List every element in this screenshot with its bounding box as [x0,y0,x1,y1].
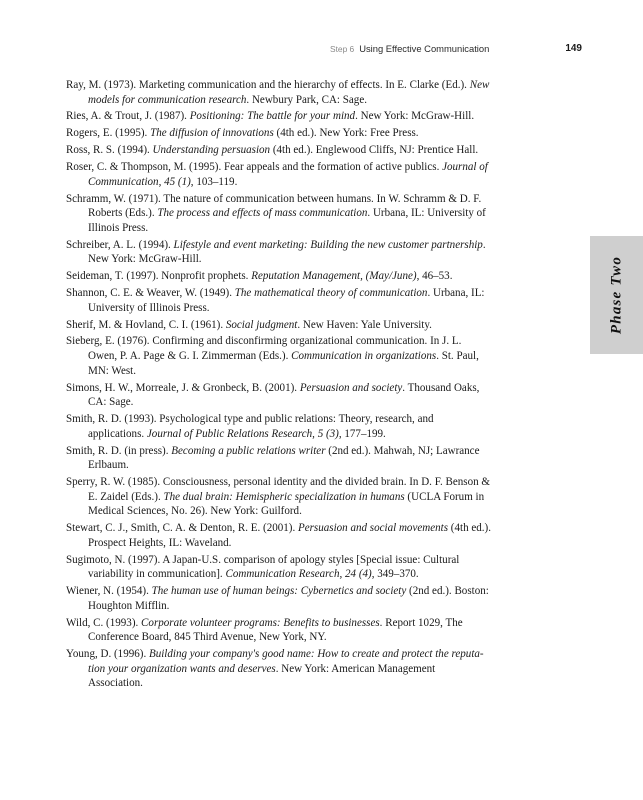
reference-text: Smith, R. D. (1993). Psychological type and public relations: Theory, research, and applications. [66,413,434,440]
reference-entry [66,616,492,645]
reference-title: Persuasion and society [299,381,403,394]
reference-text: . New York: McGraw-Hill. [88,238,486,266]
reference-text: , 103–119. [190,175,238,188]
reference-text: Schreiber, A. L. (1994). [66,238,174,251]
reference-entry [66,286,492,315]
reference-text: (2nd ed.). Mahwah, NJ; Lawrance Erlbaum. [88,444,480,472]
reference-text: Young, D. (1996). [66,648,149,661]
reference-title: Becoming a public relations writer [171,444,326,457]
reference-text: . Thousand Oaks, CA: Sage. [88,381,480,409]
reference-entry [66,412,492,441]
reference-text: Sieberg, E. (1976). Confirming and disconfirming organizational communication. In J. L. Owen, P. A. Page & G. I. Zimmerman (Eds.). [66,335,462,363]
reference-text: Roser, C. & Thompson, M. (1995). Fear appeals and the formation of active publics. [66,161,443,174]
page-number: 149 [565,43,582,54]
reference-text: Schramm, W. (1971). The nature of communication between humans. In W. Schramm & D. F. Roberts (Eds.). [66,192,482,220]
reference-entry [66,109,492,124]
reference-text: , 349–370. [371,568,419,581]
reference-text: . New York: American Management Association. [88,662,436,690]
reference-title: Positioning: The battle for your mind [189,110,356,123]
reference-text: (4th ed.). Englewood Cliffs, NJ: Prentice Hall. [270,144,479,157]
reference-text: , 177–199. [338,427,386,440]
reference-title: Corporate volunteer programs: Benefits to businesses [141,616,380,629]
reference-title: Reputation Management, (May/June) [251,270,417,283]
chapter-title: Using Effective Communication [359,43,490,54]
reference-entry [66,126,492,141]
reference-title: The mathematical theory of communication [234,287,428,300]
reference-entry [66,78,492,107]
reference-entry [66,238,492,267]
reference-entry [66,160,492,189]
reference-text: Shannon, C. E. & Weaver, W. (1949). [66,287,235,300]
reference-text: . Report 1029, The Conference Board, 845 Third Avenue, New York, NY. [88,616,463,644]
reference-text: Wild, C. (1993). [66,616,142,629]
reference-entry [66,192,492,236]
reference-entry [66,647,492,691]
reference-title: Journal of Public Relations Research, 5 (3) [146,427,339,440]
running-head [330,42,582,56]
reference-text: (4th ed.). Prospect Heights, IL: Waveland. [88,522,491,549]
reference-entry [66,444,492,473]
reference-text: Seideman, T. (1997). Nonprofit prophets. [66,270,252,283]
reference-title: The diffusion of innovations [150,127,274,140]
reference-text: Sugimoto, N. (1997). A Japan-U.S. comparison of apology styles [Special issue: Cultural variability in communication]. [66,553,460,581]
reference-entry [66,381,492,410]
reference-title: Journal of Communication, 45 (1) [88,161,488,188]
reference-text: . New York: McGraw-Hill. [355,110,475,123]
reference-title: Persuasion and social movements [297,522,449,535]
reference-text: Smith, R. D. (in press). [66,444,172,457]
reference-text: . Newbury Park, CA: Sage. [246,93,367,106]
reference-text: Sherif, M. & Hovland, C. I. (1961). [66,318,226,331]
reference-text: (4th ed.). New York: Free Press. [273,127,419,140]
reference-text: (UCLA Forum in Medical Sciences, No. 26). New York: Guilford. [88,490,485,518]
reference-entry [66,553,492,582]
reference-list [66,78,492,693]
reference-title: Building your company's good name: How to create and protect the reputa-tion your organization wants and deserves [88,648,484,675]
reference-text: Simons, H. W., Morreale, J. & Gronbeck, B. (2001). [66,381,300,394]
reference-text: Sperry, R. W. (1985). Consciousness, personal identity and the divided brain. In D. F. Benson & E. Zaidel (Eds.). [66,476,490,503]
reference-entry [66,318,492,333]
reference-title: The dual brain: Hemispheric specialization in humans [163,490,405,503]
reference-title: New models for communication research [88,79,490,106]
reference-entry [66,143,492,158]
reference-text: Ries, A. & Trout, J. (1987). [66,110,190,123]
reference-text: Ross, R. S. (1994). [66,144,153,157]
reference-title: Understanding persuasion [152,144,271,157]
reference-text: Ray, M. (1973). Marketing communication and the hierarchy of effects. In E. Clarke (Ed.). [66,79,470,91]
reference-text: . St. Paul, MN: West. [88,350,479,377]
reference-entry [66,334,492,378]
reference-title: Communication Research, 24 (4) [225,568,372,581]
reference-entry [66,269,492,284]
reference-text: . Urbana, IL: University of Illinois Press. [88,207,486,234]
reference-title: Lifestyle and event marketing: Building the new customer partnership [173,238,483,251]
step-label: Step 6 [330,44,355,54]
reference-text: Wiener, N. (1954). [66,585,152,598]
reference-title: The process and effects of mass communication [157,207,368,220]
reference-title: The human use of human beings: Cybernetics and society [151,585,407,598]
reference-entry [66,584,492,613]
reference-title: Communication in organizations [291,350,437,363]
reference-title: Social judgment [225,318,298,331]
reference-text: , 46–53. [416,270,453,283]
phase-label: Phase Two [608,255,624,335]
reference-text: . New Haven: Yale University. [297,318,432,331]
reference-entry [66,475,492,519]
reference-entry [66,521,492,550]
phase-tab [590,236,643,354]
reference-text: Stewart, C. J., Smith, C. A. & Denton, R. E. (2001). [66,522,298,535]
reference-text: Rogers, E. (1995). [66,127,151,140]
reference-text: (2nd ed.). Boston: Houghton Mifflin. [88,585,489,612]
reference-text: . Urbana, IL: University of Illinois Press. [88,287,485,314]
